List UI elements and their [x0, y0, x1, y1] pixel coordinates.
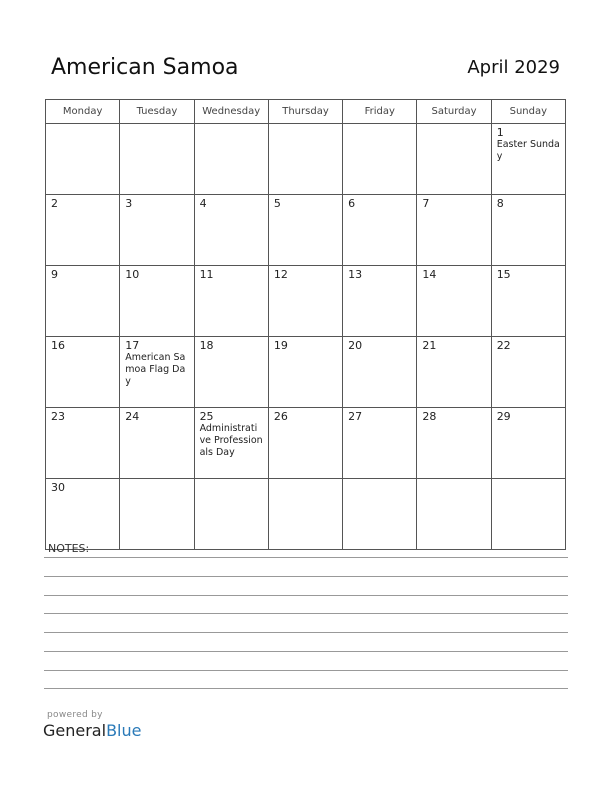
day-number: 23	[51, 410, 65, 423]
day-number: 8	[496, 197, 504, 210]
day-cell	[120, 266, 194, 337]
day-cell	[491, 266, 565, 337]
day-cell	[491, 124, 565, 195]
weekday-sunday: Sunday	[491, 100, 565, 124]
day-cell	[194, 479, 268, 550]
day-cell	[491, 479, 565, 550]
weekday-wednesday: Wednesday	[194, 100, 268, 124]
day-number: 3	[125, 197, 133, 210]
day-cell	[194, 337, 268, 408]
powered-by-text: powered by	[47, 710, 103, 720]
day-number: 4	[199, 197, 207, 210]
day-number: 29	[496, 410, 511, 423]
brand-blue: Blue	[106, 721, 142, 740]
brand-logo	[43, 721, 141, 740]
day-number: 16	[51, 339, 65, 352]
week-row	[46, 266, 566, 337]
day-cell	[268, 479, 342, 550]
day-cell	[194, 266, 268, 337]
notes-line	[44, 651, 568, 652]
day-number: 13	[348, 268, 363, 281]
weekday-monday: Monday	[46, 100, 120, 124]
notes-label: NOTES:	[48, 542, 90, 555]
day-cell	[46, 195, 120, 266]
day-cell	[194, 195, 268, 266]
day-cell	[120, 337, 194, 408]
day-cell	[46, 124, 120, 195]
week-row	[46, 337, 566, 408]
calendar-month-title: April 2029	[467, 57, 560, 78]
day-number: 21	[422, 339, 437, 352]
day-number: 12	[273, 268, 288, 281]
notes-line	[44, 688, 568, 689]
notes-line	[44, 670, 568, 671]
day-number: 18	[199, 339, 214, 352]
notes-line	[44, 557, 568, 558]
day-number: 15	[496, 268, 511, 281]
weekday-friday: Friday	[343, 100, 417, 124]
day-number: 26	[273, 410, 288, 423]
day-number: 22	[496, 339, 511, 352]
brand-general: General	[43, 721, 107, 740]
day-cell	[46, 408, 120, 479]
day-cell	[120, 124, 194, 195]
day-cell	[46, 337, 120, 408]
day-number: 17	[125, 339, 140, 352]
day-cell	[417, 195, 491, 266]
day-number: 25	[199, 410, 214, 423]
day-number: 11	[199, 268, 214, 281]
day-number: 9	[51, 268, 58, 281]
day-cell	[343, 266, 417, 337]
day-number: 5	[273, 197, 281, 210]
day-cell	[417, 266, 491, 337]
day-cell	[417, 124, 491, 195]
notes-line	[44, 595, 568, 596]
day-cell	[268, 195, 342, 266]
day-cell	[268, 266, 342, 337]
day-cell	[491, 195, 565, 266]
day-cell	[343, 124, 417, 195]
notes-line	[44, 613, 568, 614]
day-cell	[120, 195, 194, 266]
day-cell	[268, 124, 342, 195]
day-cell	[194, 408, 268, 479]
calendar-grid	[45, 99, 566, 550]
day-number: 6	[348, 197, 356, 210]
notes-line	[44, 632, 568, 633]
week-row	[46, 408, 566, 479]
day-number: 7	[422, 197, 430, 210]
day-cell	[120, 479, 194, 550]
day-number: 1	[496, 126, 504, 139]
day-cell	[417, 337, 491, 408]
holiday-label: Easter Sunday	[496, 139, 560, 162]
day-cell	[491, 337, 565, 408]
day-number: 24	[125, 410, 140, 423]
day-cell	[343, 195, 417, 266]
weekday-thursday: Thursday	[268, 100, 342, 124]
week-row	[46, 124, 566, 195]
day-cell	[268, 337, 342, 408]
week-row	[46, 195, 566, 266]
day-cell	[417, 408, 491, 479]
day-cell	[120, 408, 194, 479]
weekday-header-row	[46, 100, 566, 124]
calendar-country-title: American Samoa	[51, 55, 239, 80]
day-number: 30	[51, 481, 65, 494]
notes-line	[44, 576, 568, 577]
day-cell	[343, 479, 417, 550]
day-cell	[343, 408, 417, 479]
day-cell	[491, 408, 565, 479]
day-number: 2	[51, 197, 58, 210]
weekday-tuesday: Tuesday	[120, 100, 194, 124]
day-number: 19	[273, 339, 288, 352]
day-cell	[268, 408, 342, 479]
calendar-body	[46, 124, 566, 550]
day-cell	[194, 124, 268, 195]
holiday-label: American Samoa Flag Day	[125, 352, 186, 387]
day-number: 20	[348, 339, 363, 352]
weekday-saturday: Saturday	[417, 100, 491, 124]
day-number: 28	[422, 410, 437, 423]
day-cell	[46, 479, 120, 550]
day-number: 10	[125, 268, 140, 281]
day-cell	[417, 479, 491, 550]
holiday-label: Administrative Professionals Day	[199, 423, 263, 458]
day-number: 27	[348, 410, 363, 423]
day-cell	[46, 266, 120, 337]
day-number: 14	[422, 268, 437, 281]
day-cell	[343, 337, 417, 408]
week-row	[46, 479, 566, 550]
